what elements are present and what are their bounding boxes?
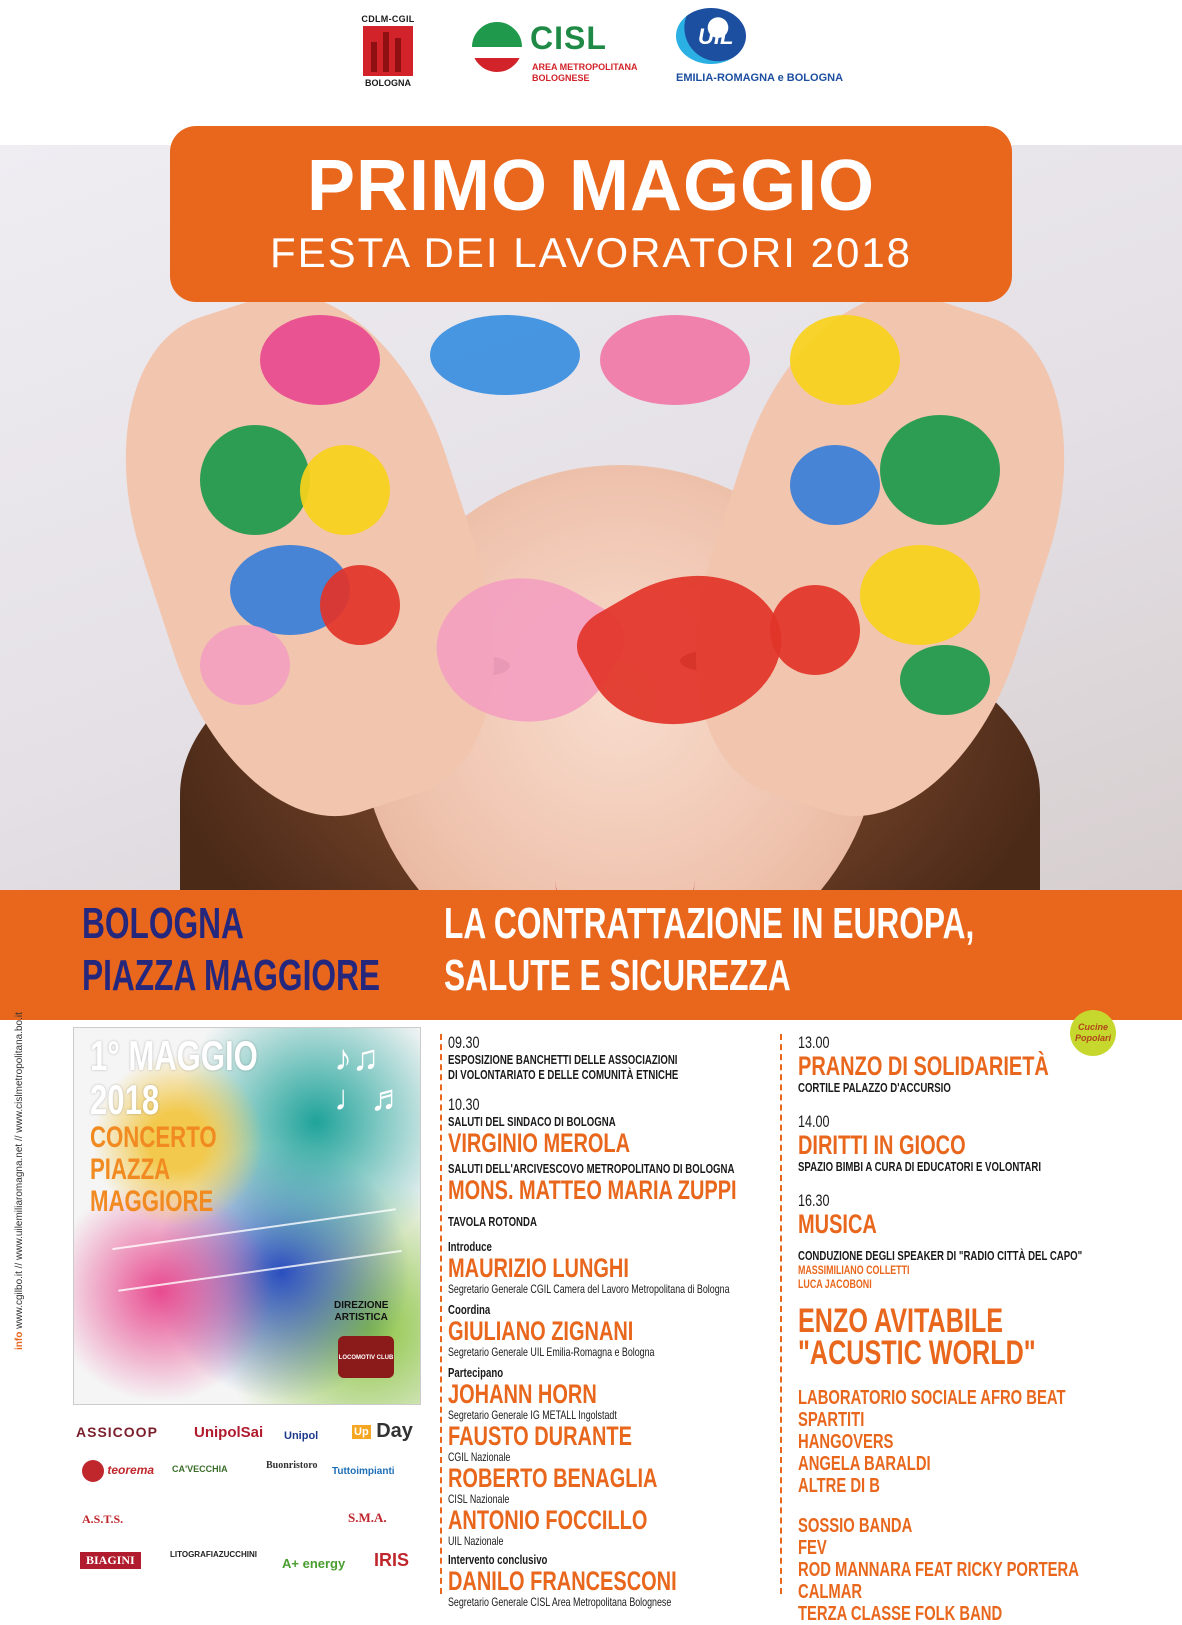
speaker-foccillo-role: UIL Nazionale [448, 1534, 504, 1548]
event-location [82, 898, 380, 1002]
cucine-popolari-logo [1070, 1010, 1116, 1056]
sponsor-unipolsai: UnipolSai [194, 1424, 264, 1441]
sponsor-tuttoimpianti: Tuttoimpianti [332, 1466, 395, 1477]
sponsor-biagini: BIAGINI [80, 1552, 141, 1569]
speaker-lunghi: MAURIZIO LUNGHI [448, 1253, 629, 1283]
union-logos [0, 0, 1182, 140]
location-city: BOLOGNA [82, 899, 244, 948]
paint-right-blue [790, 445, 880, 525]
speaker-francesconi-role: Segretario Generale CISL Area Metropolitana Bolognese [448, 1595, 672, 1609]
radio-hosts-label: CONDUZIONE DEGLI SPEAKER DI "RADIO CITTÀ DEL CAPO" [798, 1248, 1083, 1263]
concert-date-day: 1° MAGGIO [90, 1032, 258, 1079]
time-1300: 13.00 [798, 1033, 830, 1052]
paint-green [200, 425, 310, 535]
host-colletti: MASSIMILIANO COLLETTI [798, 1263, 910, 1277]
music-heading: MUSICA [798, 1209, 877, 1239]
theme-line-2: SALUTE E SICUREZZA [444, 951, 791, 1000]
round-table-label: TAVOLA ROTONDA [448, 1214, 537, 1229]
theme-line-1: LA CONTRATTAZIONE IN EUROPA, [444, 899, 975, 948]
location-square: PIAZZA MAGGIORE [82, 951, 381, 1000]
sponsor-aplus-energy: A+ energy [282, 1556, 346, 1571]
artistic-direction-1: DIREZIONE [334, 1300, 389, 1311]
info-label: info [14, 1331, 25, 1350]
uil-logo [676, 8, 856, 88]
paint-red [320, 565, 400, 645]
band-item: CALMAR [798, 1581, 863, 1603]
cisl-logo-name: CISL [530, 20, 607, 56]
sponsor-cavecchia: CA'VECCHIA [172, 1464, 228, 1474]
headliner-avitabile: ENZO AVITABILE [798, 1302, 1004, 1340]
paint-light-pink [200, 625, 290, 705]
time-1030: 10.30 [448, 1095, 480, 1114]
introduce-label: Introduce [448, 1239, 492, 1254]
time-1400: 14.00 [798, 1112, 830, 1131]
paint-right-yellow [790, 315, 900, 405]
paint-top-pink [600, 315, 750, 405]
speaker-lunghi-role: Segretario Generale CGIL Camera del Lavoro Metropolitana di Bologna [448, 1282, 730, 1296]
cisl-logo [470, 20, 650, 90]
concert-title-3: MAGGIORE [90, 1185, 214, 1218]
band-item: HANGOVERS [798, 1431, 894, 1453]
websites-list: www.cgilbo.it // www.uilemiliaromagna.net // www.cislmetropolitana.bo.it [14, 1012, 25, 1332]
event-title-box [170, 126, 1012, 302]
sponsor-teorema [82, 1460, 154, 1482]
sponsor-iris: IRIS [374, 1550, 410, 1570]
teorema-circle-icon [82, 1460, 104, 1482]
band-item: ROD MANNARA FEAT RICKY PORTERA [798, 1559, 1079, 1581]
concert-date-year: 2018 [90, 1076, 160, 1123]
archbishop-greeting-label: SALUTI DELL'ARCIVESCOVO METROPOLITANO DI BOLOGNA [448, 1161, 735, 1176]
event-theme [444, 898, 974, 1002]
band-item: TERZA CLASSE FOLK BAND [798, 1603, 1003, 1625]
speaker-foccillo: ANTONIO FOCCILLO [448, 1505, 648, 1535]
kids-games: DIRITTI IN GIOCO [798, 1130, 966, 1160]
cucine-popolari-label: Cucine Popolari [1074, 1022, 1111, 1043]
concert-poster [74, 1028, 420, 1404]
speaker-zuppi: MONS. MATTEO MARIA ZUPPI [448, 1175, 737, 1205]
paint-top-blue [430, 315, 580, 395]
uil-logo-subtitle: EMILIA-ROMAGNA e BOLOGNA [676, 72, 844, 84]
cisl-logo-subtitle [532, 62, 638, 84]
column-divider [780, 1034, 782, 1594]
partecipano-label: Partecipano [448, 1365, 504, 1380]
speaker-durante: FAUSTO DURANTE [448, 1421, 632, 1451]
cgil-logo-top-text: CDLM-CGIL [361, 14, 415, 24]
concert-title-1: CONCERTO [90, 1121, 217, 1154]
location-theme-band [0, 890, 1182, 1020]
speaker-horn-role: Segretario Generale IG METALL Ingolstadt [448, 1408, 617, 1422]
locomotiv-club-logo [338, 1336, 394, 1378]
uil-logo-name: UIL [698, 24, 734, 49]
paint-right-green [880, 415, 1000, 525]
band-item: SOSSIO BANDA [798, 1515, 913, 1537]
sponsor-asts: A.S.T.S. [82, 1512, 124, 1526]
sponsor-unipol: Unipol [284, 1430, 319, 1442]
cgil-logo-bottom-text: BOLOGNA [365, 78, 411, 88]
paint-right-yellow2 [860, 545, 980, 645]
concert-title [90, 1122, 217, 1218]
headliner-show: "ACUSTIC WORLD" [798, 1334, 1036, 1372]
sponsor-litografia: LITOGRAFIAZUCCHINI [170, 1550, 257, 1559]
cgil-logo [360, 14, 416, 90]
host-jacoboni: LUCA JACOBONI [798, 1277, 872, 1291]
speaker-zignani: GIULIANO ZIGNANI [448, 1316, 634, 1346]
speaker-francesconi: DANILO FRANCESCONI [448, 1566, 677, 1596]
speaker-benaglia: ROBERTO BENAGLIA [448, 1463, 658, 1493]
uil-emblem-icon [676, 8, 746, 64]
sponsor-sma: S.M.A. [348, 1510, 387, 1525]
speaker-merola: VIRGINIO MEROLA [448, 1128, 631, 1158]
cisl-emblem-icon [470, 20, 524, 74]
sponsor-buonristoro: Buonristoro [266, 1460, 318, 1471]
coordina-label: Coordina [448, 1302, 491, 1317]
program-morning [448, 1034, 770, 1609]
paint-yellow [300, 445, 390, 535]
speaker-zignani-role: Segretario Generale UIL Emilia-Romagna e Bologna [448, 1345, 655, 1359]
paint-pink [260, 315, 380, 405]
time-0930: 09.30 [448, 1033, 480, 1052]
speaker-benaglia-role: CISL Nazionale [448, 1492, 510, 1506]
band-item: ALTRE DI B [798, 1475, 880, 1497]
solidarity-lunch: PRANZO DI SOLIDARIETÀ [798, 1051, 1049, 1081]
band-item: LABORATORIO SOCIALE AFRO BEAT [798, 1387, 1066, 1409]
paint-right-red [770, 585, 860, 675]
event-title: PRIMO MAGGIO [307, 146, 875, 226]
closing-speech-label: Intervento conclusivo [448, 1552, 548, 1567]
concert-date [90, 1034, 258, 1122]
lunch-location: CORTILE PALAZZO D'ACCURSIO [798, 1080, 951, 1095]
concert-title-2: PIAZZA [90, 1153, 171, 1186]
music-staff-decoration [112, 1208, 401, 1291]
up-badge-icon: Up [354, 1425, 369, 1438]
sponsor-day-label: Day [376, 1420, 413, 1442]
artistic-direction-2: ARTISTICA [334, 1312, 388, 1323]
websites-vertical-text [14, 1012, 25, 1350]
paint-right-green2 [900, 645, 990, 715]
artistic-direction-label [334, 1300, 388, 1324]
mayor-greeting-label: SALUTI DEL SINDACO DI BOLOGNA [448, 1114, 616, 1129]
locomotiv-club-label: LOCOMOTIV CLUB [338, 1355, 394, 1361]
program-afternoon [798, 1034, 1158, 1625]
band-item: SPARTITI [798, 1409, 865, 1431]
cisl-sub-line2: BOLOGNESE [532, 73, 590, 83]
cisl-sub-line1: AREA METROPOLITANA [532, 62, 638, 72]
cgil-tower-icon [363, 26, 413, 76]
exhibition-text-1: ESPOSIZIONE BANCHETTI DELLE ASSOCIAZIONI [448, 1052, 678, 1067]
exhibition-text-2: DI VOLONTARIATO E DELLE COMUNITÀ ETNICHE [448, 1067, 679, 1082]
speaker-horn: JOHANN HORN [448, 1379, 597, 1409]
sponsor-day [352, 1420, 413, 1443]
music-notes-icon: ♪♫ ♩♬ [334, 1037, 406, 1118]
band-item: FEV [798, 1537, 827, 1559]
kids-area-text: SPAZIO BIMBI A CURA DI EDUCATORI E VOLONTARI [798, 1159, 1041, 1174]
band-item: ANGELA BARALDI [798, 1453, 931, 1475]
time-1630: 16.30 [798, 1191, 830, 1210]
speaker-durante-role: CGIL Nazionale [448, 1450, 511, 1464]
sponsor-teorema-label: teorema [107, 1463, 155, 1478]
event-subtitle: FESTA DEI LAVORATORI 2018 [269, 229, 913, 276]
sponsor-assicoop: ASSICOOP [76, 1424, 158, 1440]
